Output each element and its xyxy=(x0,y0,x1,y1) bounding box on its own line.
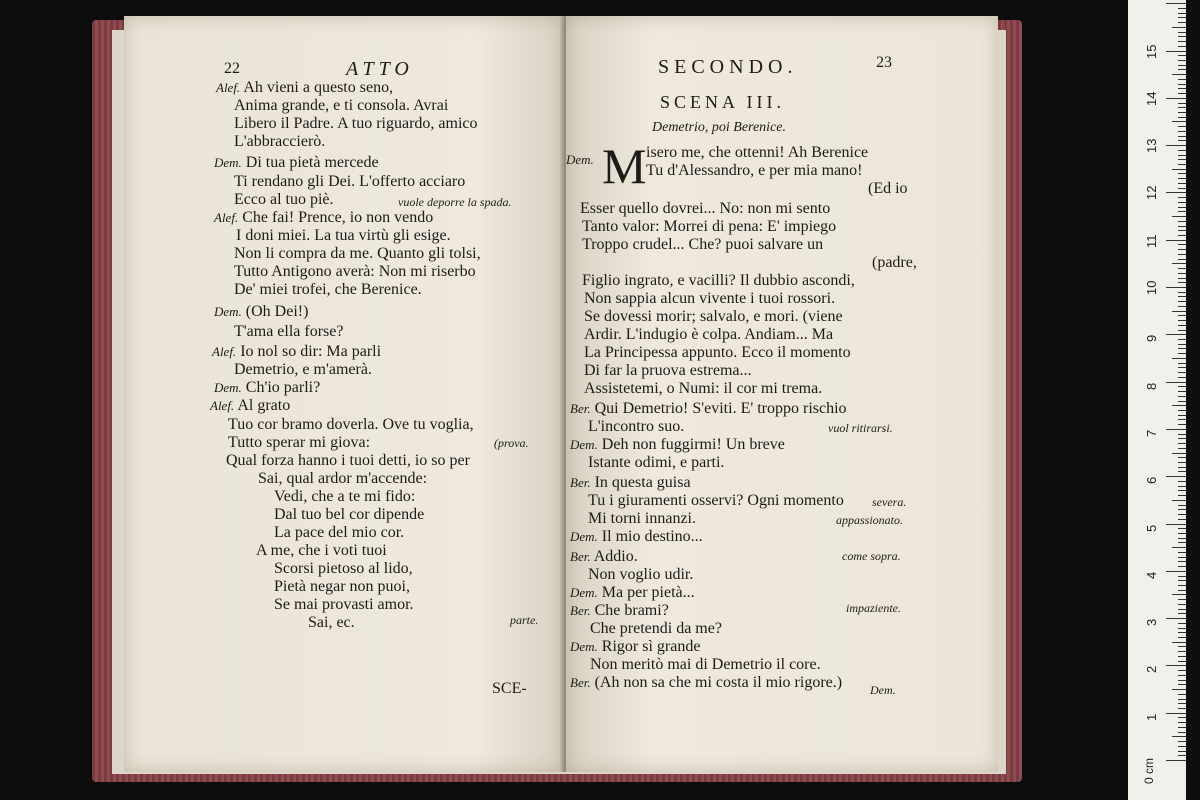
ruler-tick xyxy=(1178,188,1186,189)
ruler-tick xyxy=(1178,320,1186,321)
ruler-number: 9 xyxy=(1144,335,1159,343)
text-line: Sai, ec. xyxy=(308,614,355,631)
ruler-tick xyxy=(1178,590,1186,591)
text-line: Pietà negar non puoi, xyxy=(274,578,410,595)
text-line: Ber. Che brami? xyxy=(570,602,669,619)
stage-direction: severa. xyxy=(872,495,907,509)
running-head-right: SECONDO. xyxy=(658,56,798,78)
ruler-tick xyxy=(1166,476,1186,477)
ruler-tick xyxy=(1178,159,1186,160)
ruler-tick xyxy=(1172,121,1186,122)
ruler-tick xyxy=(1178,65,1186,66)
ruler-tick xyxy=(1178,467,1186,468)
ruler-tick xyxy=(1178,419,1186,420)
ruler-tick xyxy=(1178,173,1186,174)
ruler-tick xyxy=(1178,164,1186,165)
ruler-tick xyxy=(1178,88,1186,89)
ruler-tick xyxy=(1178,448,1186,449)
ruler-tick xyxy=(1178,401,1186,402)
text-line: (padre, xyxy=(872,254,917,271)
ruler-tick xyxy=(1178,282,1186,283)
ruler-tick xyxy=(1178,391,1186,392)
ruler-tick xyxy=(1172,216,1186,217)
ruler-tick xyxy=(1178,628,1186,629)
ruler-tick xyxy=(1166,98,1186,99)
ruler-tick xyxy=(1178,202,1186,203)
ruler-number: 13 xyxy=(1144,138,1159,154)
left-page xyxy=(124,16,564,772)
ruler-tick xyxy=(1178,367,1186,368)
ruler-tick xyxy=(1178,580,1186,581)
ruler-tick xyxy=(1178,155,1186,156)
text-line: Anima grande, e ti consola. Avrai xyxy=(234,97,449,114)
text-line: De' miei trofei, che Berenice. xyxy=(234,281,422,298)
text-line: Vedi, che a te mi fido: xyxy=(274,488,416,505)
text-line: Dem. Rigor sì grande xyxy=(570,638,701,655)
ruler-tick xyxy=(1172,27,1186,28)
ruler-tick xyxy=(1172,642,1186,643)
text-line: Se mai provasti amor. xyxy=(274,596,414,613)
ruler-tick xyxy=(1172,263,1186,264)
ruler-number: 14 xyxy=(1144,91,1159,106)
stage-direction: vuole deporre la spada. xyxy=(398,195,512,209)
text-line: Istante odimi, e parti. xyxy=(588,454,725,471)
measuring-ruler xyxy=(1128,0,1186,800)
ruler-tick xyxy=(1178,699,1186,700)
speaker-label: Dem. xyxy=(566,152,594,167)
ruler-number: 12 xyxy=(1144,185,1159,201)
ruler-tick xyxy=(1178,377,1186,378)
ruler-tick xyxy=(1178,656,1186,657)
ruler-tick xyxy=(1178,178,1186,179)
text-line: Tu i giuramenti osservi? Ogni momento xyxy=(588,492,844,509)
ruler-tick xyxy=(1178,69,1186,70)
ruler-tick xyxy=(1178,538,1186,539)
ruler-tick xyxy=(1172,736,1186,737)
ruler-tick xyxy=(1178,259,1186,260)
ruler-number: 15 xyxy=(1144,44,1159,59)
ruler-tick xyxy=(1178,117,1186,118)
ruler-tick xyxy=(1178,755,1186,756)
ruler-number: 8 xyxy=(1144,382,1159,390)
ruler-tick xyxy=(1178,566,1186,567)
ruler-number: 11 xyxy=(1144,234,1159,248)
ruler-tick xyxy=(1178,221,1186,222)
ruler-tick xyxy=(1178,424,1186,425)
text-line: Tanto valor: Morrei di pena: E' impiego xyxy=(582,218,837,235)
stage-direction: impaziente. xyxy=(846,601,901,615)
text-line: Dem. Di tua pietà mercede xyxy=(214,154,379,171)
ruler-tick xyxy=(1166,713,1186,714)
ruler-tick xyxy=(1178,348,1186,349)
text-line: La pace del mio cor. xyxy=(274,524,405,541)
text-line: L'incontro suo. xyxy=(588,418,685,435)
text-line: isero me, che ottenni! Ah Berenice xyxy=(646,144,869,161)
ruler-tick xyxy=(1178,32,1186,33)
stage-direction: parte. xyxy=(510,613,539,627)
page-number-right: 23 xyxy=(876,54,892,71)
right-page xyxy=(566,16,998,772)
ruler-tick xyxy=(1178,490,1186,491)
ruler-tick xyxy=(1178,150,1186,151)
text-line: Dem. (Oh Dei!) xyxy=(214,303,309,320)
text-line: Ber. Qui Demetrio! S'eviti. E' troppo rischio xyxy=(570,400,847,417)
text-line: Se dovessi morir; salvalo, e mori. (viene xyxy=(584,308,843,325)
text-line: Sai, qual ardor m'accende: xyxy=(258,470,428,487)
text-line: Libero il Padre. A tuo riguardo, amico xyxy=(234,115,478,132)
ruler-tick xyxy=(1178,675,1186,676)
text-line: T'ama ella forse? xyxy=(234,323,344,340)
ruler-tick xyxy=(1178,268,1186,269)
ruler-number: 3 xyxy=(1144,618,1159,627)
text-line: Ardir. L'indugio è colpa. Andiam... Ma xyxy=(584,326,834,343)
ruler-tick xyxy=(1178,609,1186,610)
ruler-tick xyxy=(1178,8,1186,9)
catchword-left: SCE- xyxy=(492,680,527,697)
stage-direction: (prova. xyxy=(494,436,529,450)
text-line: Figlio ingrato, e vacilli? Il dubbio ascondi, xyxy=(582,272,855,289)
ruler-tick xyxy=(1178,278,1186,279)
ruler-tick xyxy=(1178,140,1186,141)
text-line: L'abbraccierò. xyxy=(234,133,326,150)
text-line: La Principessa appunto. Ecco il momento xyxy=(584,344,851,361)
text-line: Non voglio udir. xyxy=(588,566,694,583)
ruler-tick xyxy=(1178,684,1186,685)
ruler-tick xyxy=(1178,136,1186,137)
ruler-tick xyxy=(1178,315,1186,316)
ruler-tick xyxy=(1178,637,1186,638)
ruler-tick xyxy=(1178,254,1186,255)
ruler-tick xyxy=(1178,514,1186,515)
ruler-tick xyxy=(1166,51,1186,52)
text-line: Alef. Che fai! Prence, io non vendo xyxy=(214,209,434,226)
ruler-number: 10 xyxy=(1144,280,1159,295)
stage-direction: come sopra. xyxy=(842,549,901,563)
personae-line: Demetrio, poi Berenice. xyxy=(652,120,786,135)
ruler-tick xyxy=(1178,306,1186,307)
ruler-tick xyxy=(1166,618,1186,619)
ruler-tick xyxy=(1178,353,1186,354)
text-line: Alef. Io nol so dir: Ma parli xyxy=(212,343,382,360)
text-line: Dem. Ma per pietà... xyxy=(570,584,695,601)
ruler-number: 1 xyxy=(1144,713,1159,721)
ruler-tick xyxy=(1178,651,1186,652)
ruler-tick xyxy=(1178,244,1186,245)
text-line: Che pretendi da me? xyxy=(590,620,722,637)
ruler-tick xyxy=(1178,732,1186,733)
ruler-tick xyxy=(1178,183,1186,184)
ruler-tick xyxy=(1178,519,1186,520)
ruler-tick xyxy=(1166,665,1186,666)
ruler-tick xyxy=(1178,623,1186,624)
ruler-tick xyxy=(1178,273,1186,274)
text-line: Dem. Ch'io parli? xyxy=(214,379,321,396)
ruler-tick xyxy=(1178,93,1186,94)
ruler-tick xyxy=(1178,741,1186,742)
ruler-tick xyxy=(1178,632,1186,633)
text-line: Mi torni innanzi. xyxy=(588,510,696,527)
ruler-tick xyxy=(1178,646,1186,647)
ruler-tick xyxy=(1178,443,1186,444)
catchword-right: Dem. xyxy=(870,683,896,697)
ruler-tick xyxy=(1178,561,1186,562)
ruler-tick xyxy=(1178,249,1186,250)
ruler-tick xyxy=(1178,131,1186,132)
text-line: Non li compra da me. Quanto gli tolsi, xyxy=(234,245,481,262)
ruler-tick xyxy=(1166,287,1186,288)
ruler-tick xyxy=(1178,339,1186,340)
ruler-tick xyxy=(1178,557,1186,558)
ruler-tick xyxy=(1166,145,1186,146)
text-line: (Ed io xyxy=(868,180,908,197)
ruler-tick xyxy=(1178,103,1186,104)
ruler-tick xyxy=(1178,107,1186,108)
ruler-tick xyxy=(1172,74,1186,75)
ruler-tick xyxy=(1166,334,1186,335)
ruler-tick xyxy=(1178,457,1186,458)
ruler-tick xyxy=(1178,207,1186,208)
text-line: Scorsi pietoso al lido, xyxy=(274,560,413,577)
text-line: Tu d'Alessandro, e per mia mano! xyxy=(646,162,863,179)
text-line: Demetrio, e m'amerà. xyxy=(234,361,372,378)
text-line: Ber. (Ah non sa che mi costa il mio rigore.) xyxy=(570,674,843,691)
ruler-tick xyxy=(1178,36,1186,37)
ruler-tick xyxy=(1166,3,1186,4)
text-line: Ber. Addio. xyxy=(570,548,638,565)
ruler-tick xyxy=(1178,230,1186,231)
ruler-number: 6 xyxy=(1144,476,1159,485)
text-line: Alef. Al grato xyxy=(210,397,291,414)
text-line: Assistetemi, o Numi: il cor mi trema. xyxy=(584,380,823,397)
ruler-tick xyxy=(1172,311,1186,312)
ruler-tick xyxy=(1166,760,1186,761)
text-line: Di far la pruova estrema... xyxy=(584,362,752,379)
ruler-tick xyxy=(1178,372,1186,373)
ruler-tick xyxy=(1178,528,1186,529)
ruler-tick xyxy=(1172,453,1186,454)
text-line: Non meritò mai di Demetrio il core. xyxy=(590,656,821,673)
ruler-number: 4 xyxy=(1144,571,1159,579)
ruler-tick xyxy=(1178,41,1186,42)
ruler-tick xyxy=(1178,22,1186,23)
ruler-tick xyxy=(1178,670,1186,671)
ruler-tick xyxy=(1166,382,1186,383)
ruler-tick xyxy=(1178,396,1186,397)
ruler-tick xyxy=(1178,486,1186,487)
ruler-tick xyxy=(1178,438,1186,439)
text-line: Ti rendano gli Dei. L'offerto acciaro xyxy=(234,173,466,190)
ruler-tick xyxy=(1178,296,1186,297)
ruler-tick xyxy=(1178,197,1186,198)
ruler-tick xyxy=(1178,301,1186,302)
ruler-tick xyxy=(1166,571,1186,572)
scene-title: SCENA III. xyxy=(660,92,785,112)
ruler-tick xyxy=(1166,429,1186,430)
ruler-tick xyxy=(1172,358,1186,359)
ruler-tick xyxy=(1172,169,1186,170)
ruler-tick xyxy=(1178,386,1186,387)
text-line: Alef. Ah vieni a questo seno, xyxy=(216,79,394,96)
ruler-tick xyxy=(1178,60,1186,61)
ruler-tick xyxy=(1178,462,1186,463)
ruler-tick xyxy=(1178,495,1186,496)
running-head-left: ATTO xyxy=(346,58,414,80)
ruler-tick xyxy=(1166,192,1186,193)
text-line: Qual forza hanno i tuoi detti, io so per xyxy=(226,452,470,469)
stage-direction: vuol ritirarsi. xyxy=(828,421,893,435)
text-line: Dal tuo bel cor dipende xyxy=(274,506,425,523)
ruler-tick xyxy=(1178,717,1186,718)
ruler-tick xyxy=(1178,722,1186,723)
ruler-tick xyxy=(1178,694,1186,695)
ruler-tick xyxy=(1178,211,1186,212)
ruler-tick xyxy=(1178,415,1186,416)
ruler-tick xyxy=(1178,613,1186,614)
ruler-tick xyxy=(1178,434,1186,435)
ruler-tick xyxy=(1178,55,1186,56)
ruler-tick xyxy=(1178,727,1186,728)
ruler-number: 7 xyxy=(1144,429,1159,437)
ruler-tick xyxy=(1178,751,1186,752)
ruler-tick xyxy=(1178,235,1186,236)
ruler-tick xyxy=(1172,547,1186,548)
ruler-tick xyxy=(1178,680,1186,681)
ruler-unit-label: 0 cm xyxy=(1142,757,1156,784)
ruler-tick xyxy=(1178,746,1186,747)
text-line: Ecco al tuo piè. xyxy=(234,191,334,208)
ruler-tick xyxy=(1178,509,1186,510)
ruler-tick xyxy=(1178,126,1186,127)
ruler-tick xyxy=(1178,471,1186,472)
ruler-tick xyxy=(1178,604,1186,605)
ruler-tick xyxy=(1178,46,1186,47)
text-line: Troppo crudel... Che? puoi salvare un xyxy=(582,236,824,253)
text-line: Dem. Deh non fuggirmi! Un breve xyxy=(570,436,785,453)
ruler-tick xyxy=(1166,240,1186,241)
text-line: Ber. In questa guisa xyxy=(570,474,691,491)
ruler-tick xyxy=(1178,363,1186,364)
ruler-tick xyxy=(1172,594,1186,595)
ruler-tick xyxy=(1178,599,1186,600)
ruler-tick xyxy=(1178,84,1186,85)
ruler-tick xyxy=(1166,524,1186,525)
ruler-tick xyxy=(1178,585,1186,586)
text-line: Tuo cor bramo doverla. Ove tu voglia, xyxy=(228,416,474,433)
ruler-tick xyxy=(1178,79,1186,80)
ruler-tick xyxy=(1178,708,1186,709)
ruler-tick xyxy=(1178,13,1186,14)
ruler-tick xyxy=(1178,505,1186,506)
ruler-tick xyxy=(1178,576,1186,577)
ruler-tick xyxy=(1178,226,1186,227)
ruler-tick xyxy=(1178,703,1186,704)
text-line: Esser quello dovrei... No: non mi sento xyxy=(580,200,831,217)
text-line: Tutto sperar mi giova: xyxy=(228,434,371,451)
ruler-tick xyxy=(1178,552,1186,553)
ruler-tick xyxy=(1172,689,1186,690)
ruler-tick xyxy=(1178,410,1186,411)
ruler-number: 2 xyxy=(1144,666,1159,674)
ruler-tick xyxy=(1178,112,1186,113)
drop-cap: M xyxy=(602,138,647,194)
ruler-tick xyxy=(1178,661,1186,662)
ruler-tick xyxy=(1178,481,1186,482)
ruler-tick xyxy=(1178,17,1186,18)
text-line: Dem. Il mio destino... xyxy=(570,528,703,545)
text-line: A me, che i voti tuoi xyxy=(256,542,387,559)
text-line: Non sappia alcun vivente i tuoi rossori. xyxy=(584,290,836,307)
ruler-tick xyxy=(1178,542,1186,543)
ruler-tick xyxy=(1178,533,1186,534)
text-line: Tutto Antigono averà: Non mi riserbo xyxy=(234,263,476,280)
stage-direction: appassionato. xyxy=(836,513,904,527)
page-number-left: 22 xyxy=(224,60,240,77)
ruler-tick xyxy=(1178,330,1186,331)
ruler-tick xyxy=(1178,325,1186,326)
ruler-tick xyxy=(1178,344,1186,345)
text-line: I doni miei. La tua virtù gli esige. xyxy=(236,227,451,244)
ruler-tick xyxy=(1172,500,1186,501)
ruler-tick xyxy=(1172,405,1186,406)
ruler-tick xyxy=(1178,292,1186,293)
ruler-number: 5 xyxy=(1144,524,1159,532)
